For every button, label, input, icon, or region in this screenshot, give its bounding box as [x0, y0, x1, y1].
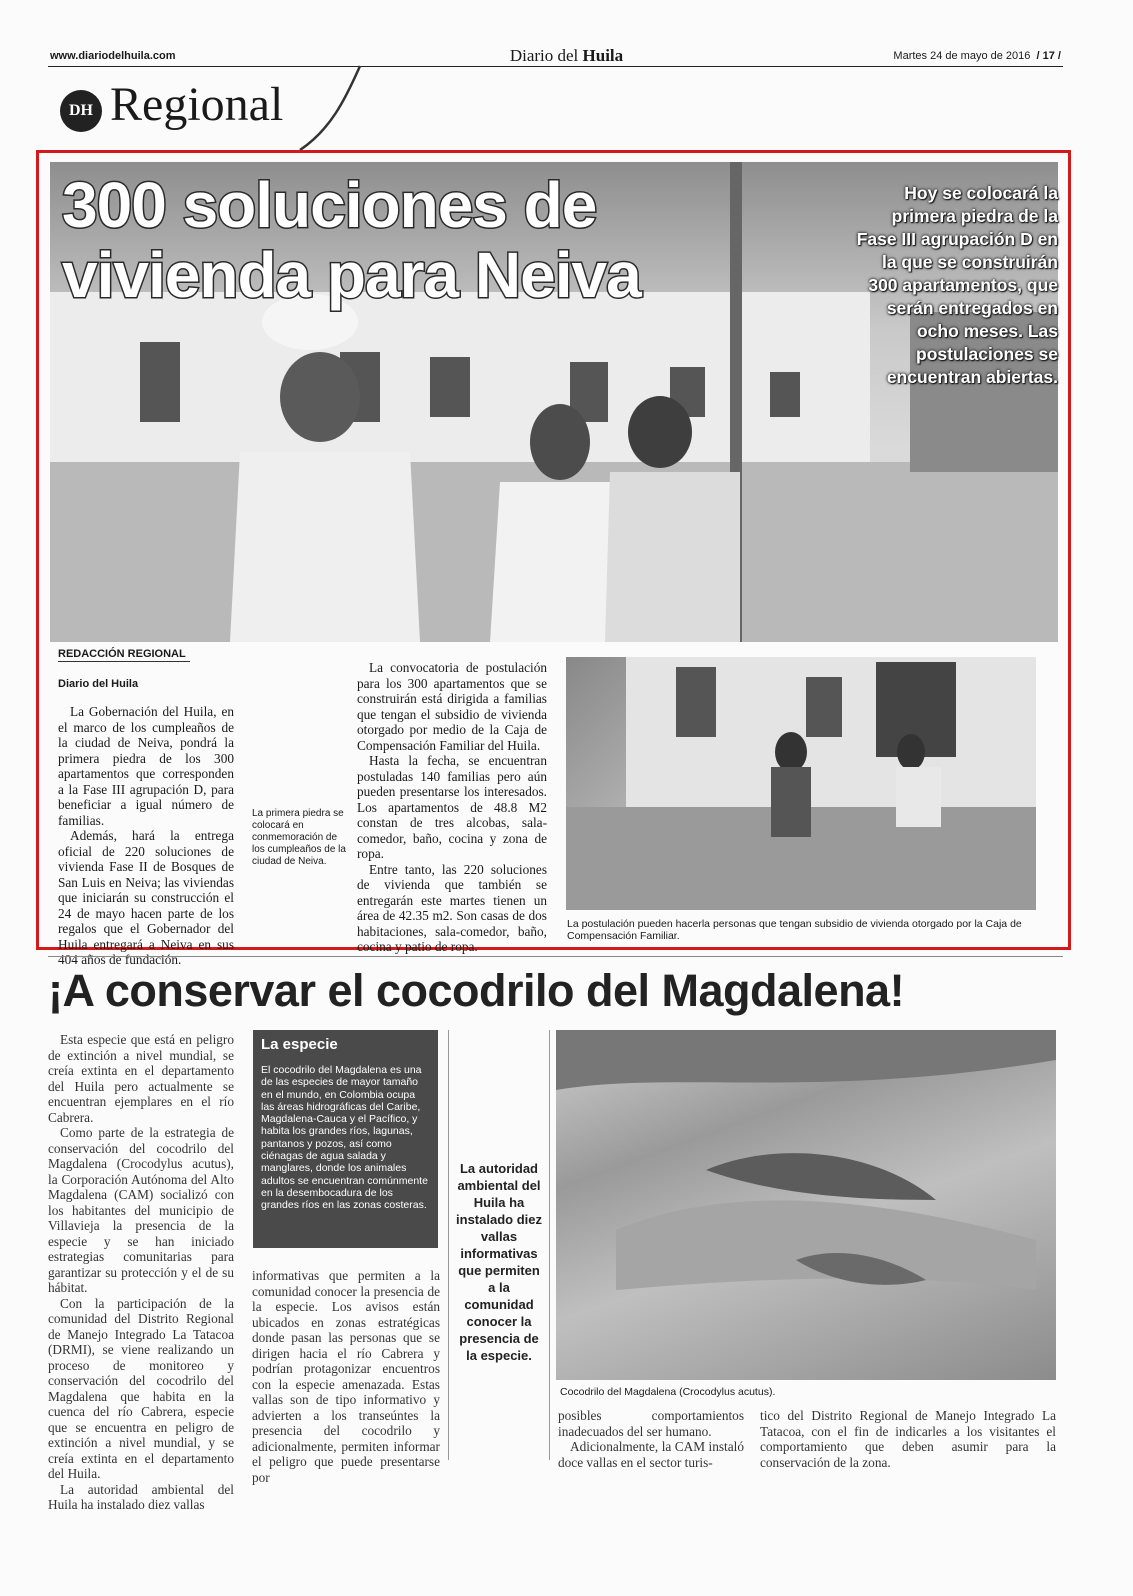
sidebar-box: [253, 1030, 438, 1248]
paragraph: informativas que permiten a la comunidad conocer la presencia de la especie. Los avisos están ubicados en zonas estratégicas donde pasan las personas que se dirigen hacia el río Cabrera y podrían protagonizar encuentros con la especie amenazada. Estas vallas son de tipo informativo y advierten a los transeúntes la presencia del cocodrilo y adicionalmente, permiten informar el peligro que puede presentarse por: [252, 1268, 440, 1485]
paragraph: Esta especie que está en peligro de extinción a nivel mundial, se creía extinta en el departamento del Huila pero actualmente se encuentran ejemplares en el río Cabrera.: [48, 1032, 234, 1125]
headline-line-2: vivienda para Neiva: [62, 239, 641, 311]
section-title: Regional: [110, 78, 284, 131]
paragraph: Además, hará la entrega oficial de 220 soluciones de vivienda Fase II de Bosques de San Luis en Neiva; las viviendas que iniciarán su construcción el 24 de mayo hacen parte de los regalos que el Gobernador del Huila entregará a Neiva en sus 404 años de fundación.: [58, 828, 234, 967]
masthead-name: Diario del: [509, 46, 583, 65]
crocodile-photo: [556, 1030, 1056, 1380]
paragraph: La Gobernación del Huila, en el marco de los cumpleaños de la ciudad de Neiva, pondrá la primera piedra de los 300 apartamentos que corresponden a la Fase III agrupación D, para beneficiar a igual número de familias.: [58, 704, 234, 828]
source-label: Diario del Huila: [58, 678, 139, 690]
paragraph: Entre tanto, las 220 soluciones de vivienda que también se entregarán este martes tienen un área de 42.35 m2. Son casas de dos habitaciones, sala-comedor, baño, cocina y patio de ropa.: [357, 861, 547, 954]
story-deck: Hoy se colocará la primera piedra de la Fase III agrupación D en la que se construirán 300 apartamentos, que serán entregados en ocho meses. Las postulaciones se encuentran abiertas.: [856, 183, 1058, 387]
paragraph: Como parte de la estrategia de conservación del cocodrilo del Magdalena (Crocodylus acutus), la Corporación Autónoma del Alto Magdalena (CAM) socializó con los habitantes del municipio de Villavieja la presencia de la especie y se han iniciado estrategias comunitarias para garantizar su protección y el de su hábitat.: [48, 1125, 234, 1295]
photo-caption-1: La primera piedra se colocará en conmemoración de los cumpleaños de la ciudad de Neiva.: [252, 808, 346, 867]
main-headline: [62, 170, 641, 310]
story2-column-3: [558, 1408, 744, 1470]
photo-caption-3: Cocodrilo del Magdalena (Crocodylus acutus).: [560, 1386, 776, 1398]
paragraph: Con la participación de la comunidad del Distrito Regional de Manejo Integrado La Tatacoa (DRMI), se viene realizando un proceso de monitoreo y conservación del cocodrilo del Magdalena que habita en la cuenca del río Cabrera, especie que se encuentra en peligro de extinción a nivel mundial, y se creía extinta en el departamento del Huila.: [48, 1295, 234, 1481]
byline-rule: [58, 661, 190, 662]
crocodile-photo-illustration: [556, 1030, 1056, 1380]
paragraph: Hasta la fecha, se encuentran postuladas 140 familias pero aún pueden presentarse los interesados. Los apartamentos de 48.8 M2 constan de tres alcobas, sala-comedor, baño, cocina y zona de ropa.: [357, 753, 547, 861]
story2-column-4: [760, 1408, 1056, 1470]
website-url: www.diariodelhuila.com: [50, 50, 176, 62]
byline: REDACCIÓN REGIONAL: [58, 648, 186, 660]
paragraph: tico del Distrito Regional de Manejo Integrado La Tatacoa, con el fin de indicarles a los visitantes el comportamiento que deben asumir para la conservación de la zona.: [760, 1408, 1056, 1470]
column-rule: [448, 1030, 449, 1460]
story2-column-2: [252, 1268, 440, 1485]
story2-column-1: [48, 1032, 234, 1513]
construction-photo: [566, 657, 1036, 910]
pull-quote: La autoridad ambiental del Huila ha instalado diez vallas informativas que permiten a la comunidad conocer la presencia de la especie.: [456, 1161, 542, 1363]
masthead-huila: Huila: [582, 46, 624, 65]
headline-line-1: 300 soluciones de: [62, 169, 597, 241]
story1-column-2: [357, 660, 547, 955]
construction-photo-illustration: [566, 657, 1036, 910]
second-headline: ¡A conservar el cocodrilo del Magdalena!: [48, 965, 905, 1016]
photo-caption-2: La postulación pueden hacerla personas que tengan subsidio de vivienda otorgado por la Caja de Compensación Familiar.: [567, 918, 1022, 942]
column-rule: [549, 1030, 550, 1460]
paragraph: La convocatoria de postulación para los 300 apartamentos que se construirán está dirigida a familias que tengan el subsidio de vivienda otorgado por medio de la Caja de Compensación Familiar del Huila.: [357, 660, 547, 753]
issue-date: Martes 24 de mayo de 2016: [893, 50, 1031, 62]
dh-logo: DH: [60, 90, 102, 132]
paragraph: La autoridad ambiental del Huila ha instalado diez vallas: [48, 1481, 234, 1512]
story1-column-1: [58, 704, 234, 968]
paragraph: posibles comportamientos inadecuados del ser humano.: [558, 1408, 744, 1439]
sidebar-box-title: La especie: [261, 1036, 338, 1053]
page-number: / 17 /: [1036, 50, 1061, 62]
story-divider: [48, 956, 1063, 957]
sidebar-box-text: El cocodrilo del Magdalena es una de las especies de mayor tamaño en el mundo, en Colombia ocupa las áreas hidrográficas del Caribe, Magdalena-Cauca y el Pacífico, y habita los grandes ríos, lagunas, pantanos y pozos, así como ciénagas de agua salada y manglares, donde los animales adultos se encuentran comúnmente en la desembocadura de los grandes ríos en las zonas costeras.: [261, 1064, 428, 1212]
paragraph: Adicionalmente, la CAM instaló doce vallas en el sector turis-: [558, 1439, 744, 1470]
